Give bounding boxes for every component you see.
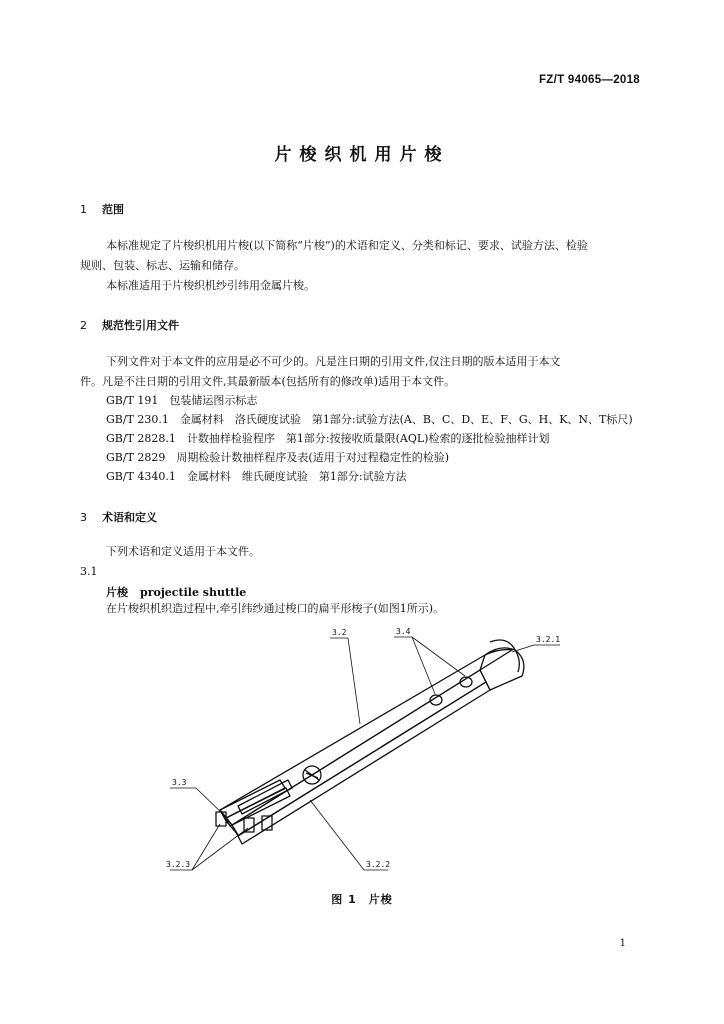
section-1-heading: [80, 201, 124, 217]
figure-caption: 图 1 片梭: [331, 893, 393, 906]
page-number: 1: [619, 938, 626, 949]
term-number: 3.1: [80, 565, 98, 578]
scope-paragraph-2: 本标准适用于片梭织机纱引纬用金属片梭。: [106, 279, 315, 292]
callout-3-2: 3.2: [332, 628, 347, 637]
shuttle-nose-tip: [490, 640, 519, 672]
term-english: projectile shuttle: [140, 586, 247, 599]
callout-3-2-1: 3.2.1: [536, 635, 561, 644]
reference-item: GB/T 2828.1 计数抽样检验程序 第1部分:按接收质量限(AQL)检索的逐批检验抽样计划: [106, 432, 550, 445]
callout-3-4: 3.4: [396, 627, 411, 636]
scope-paragraph-line-2: 规则、包装、标志、运输和储存。: [80, 259, 245, 272]
section-2-heading: [80, 317, 179, 333]
normative-intro-line-2: 件。凡是不注日期的引用文件,其最新版本(包括所有的修改单)适用于本文件。: [80, 375, 456, 388]
section-number: 2: [80, 319, 87, 332]
projectile-shuttle-figure: [150, 620, 580, 880]
term-name: [106, 584, 246, 600]
section-number: 3: [80, 511, 87, 524]
standard-number: FZ/T 94065—2018: [538, 74, 640, 86]
shuttle-side-face: [232, 670, 486, 836]
reference-item: GB/T 191 包装储运图示标志: [106, 394, 258, 407]
terms-intro: 下列术语和定义适用于本文件。: [106, 545, 260, 558]
scope-paragraph-line-1: 本标准规定了片梭织机用片梭(以下简称“片梭”)的术语和定义、分类和标记、要求、试验方法、检验: [106, 239, 588, 252]
normative-intro-line-1: 下列文件对于本文件的应用是必不可少的。凡是注日期的引用文件,仅注日期的版本适用于本文: [106, 355, 561, 368]
term-definition: 在片梭织机织造过程中,牵引纬纱通过梭口的扁平形梭子(如图1所示)。: [106, 602, 445, 615]
reference-item: GB/T 230.1 金属材料 洛氏硬度试验 第1部分:试验方法(A、B、C、D、E、F、G、H、K、N、T标尺): [106, 413, 633, 426]
reference-item: GB/T 4340.1 金属材料 维氏硬度试验 第1部分:试验方法: [106, 470, 407, 483]
term-chinese: 片梭: [106, 586, 128, 599]
section-title: 术语和定义: [102, 511, 157, 524]
reference-item: GB/T 2829 周期检验计数抽样程序及表(适用于对过程稳定性的检验): [106, 451, 449, 464]
shuttle-lower-face: [238, 682, 490, 844]
section-title: 规范性引用文件: [102, 319, 179, 332]
section-3-heading: [80, 509, 157, 525]
callout-3-3: 3.3: [172, 778, 187, 787]
section-number: 1: [80, 203, 87, 216]
callout-3-2-2: 3.2.2: [366, 860, 391, 869]
section-title: 范围: [102, 203, 124, 216]
callout-3-2-3: 3.2.3: [166, 860, 191, 869]
document-title: 片梭织机用片梭: [274, 145, 450, 165]
